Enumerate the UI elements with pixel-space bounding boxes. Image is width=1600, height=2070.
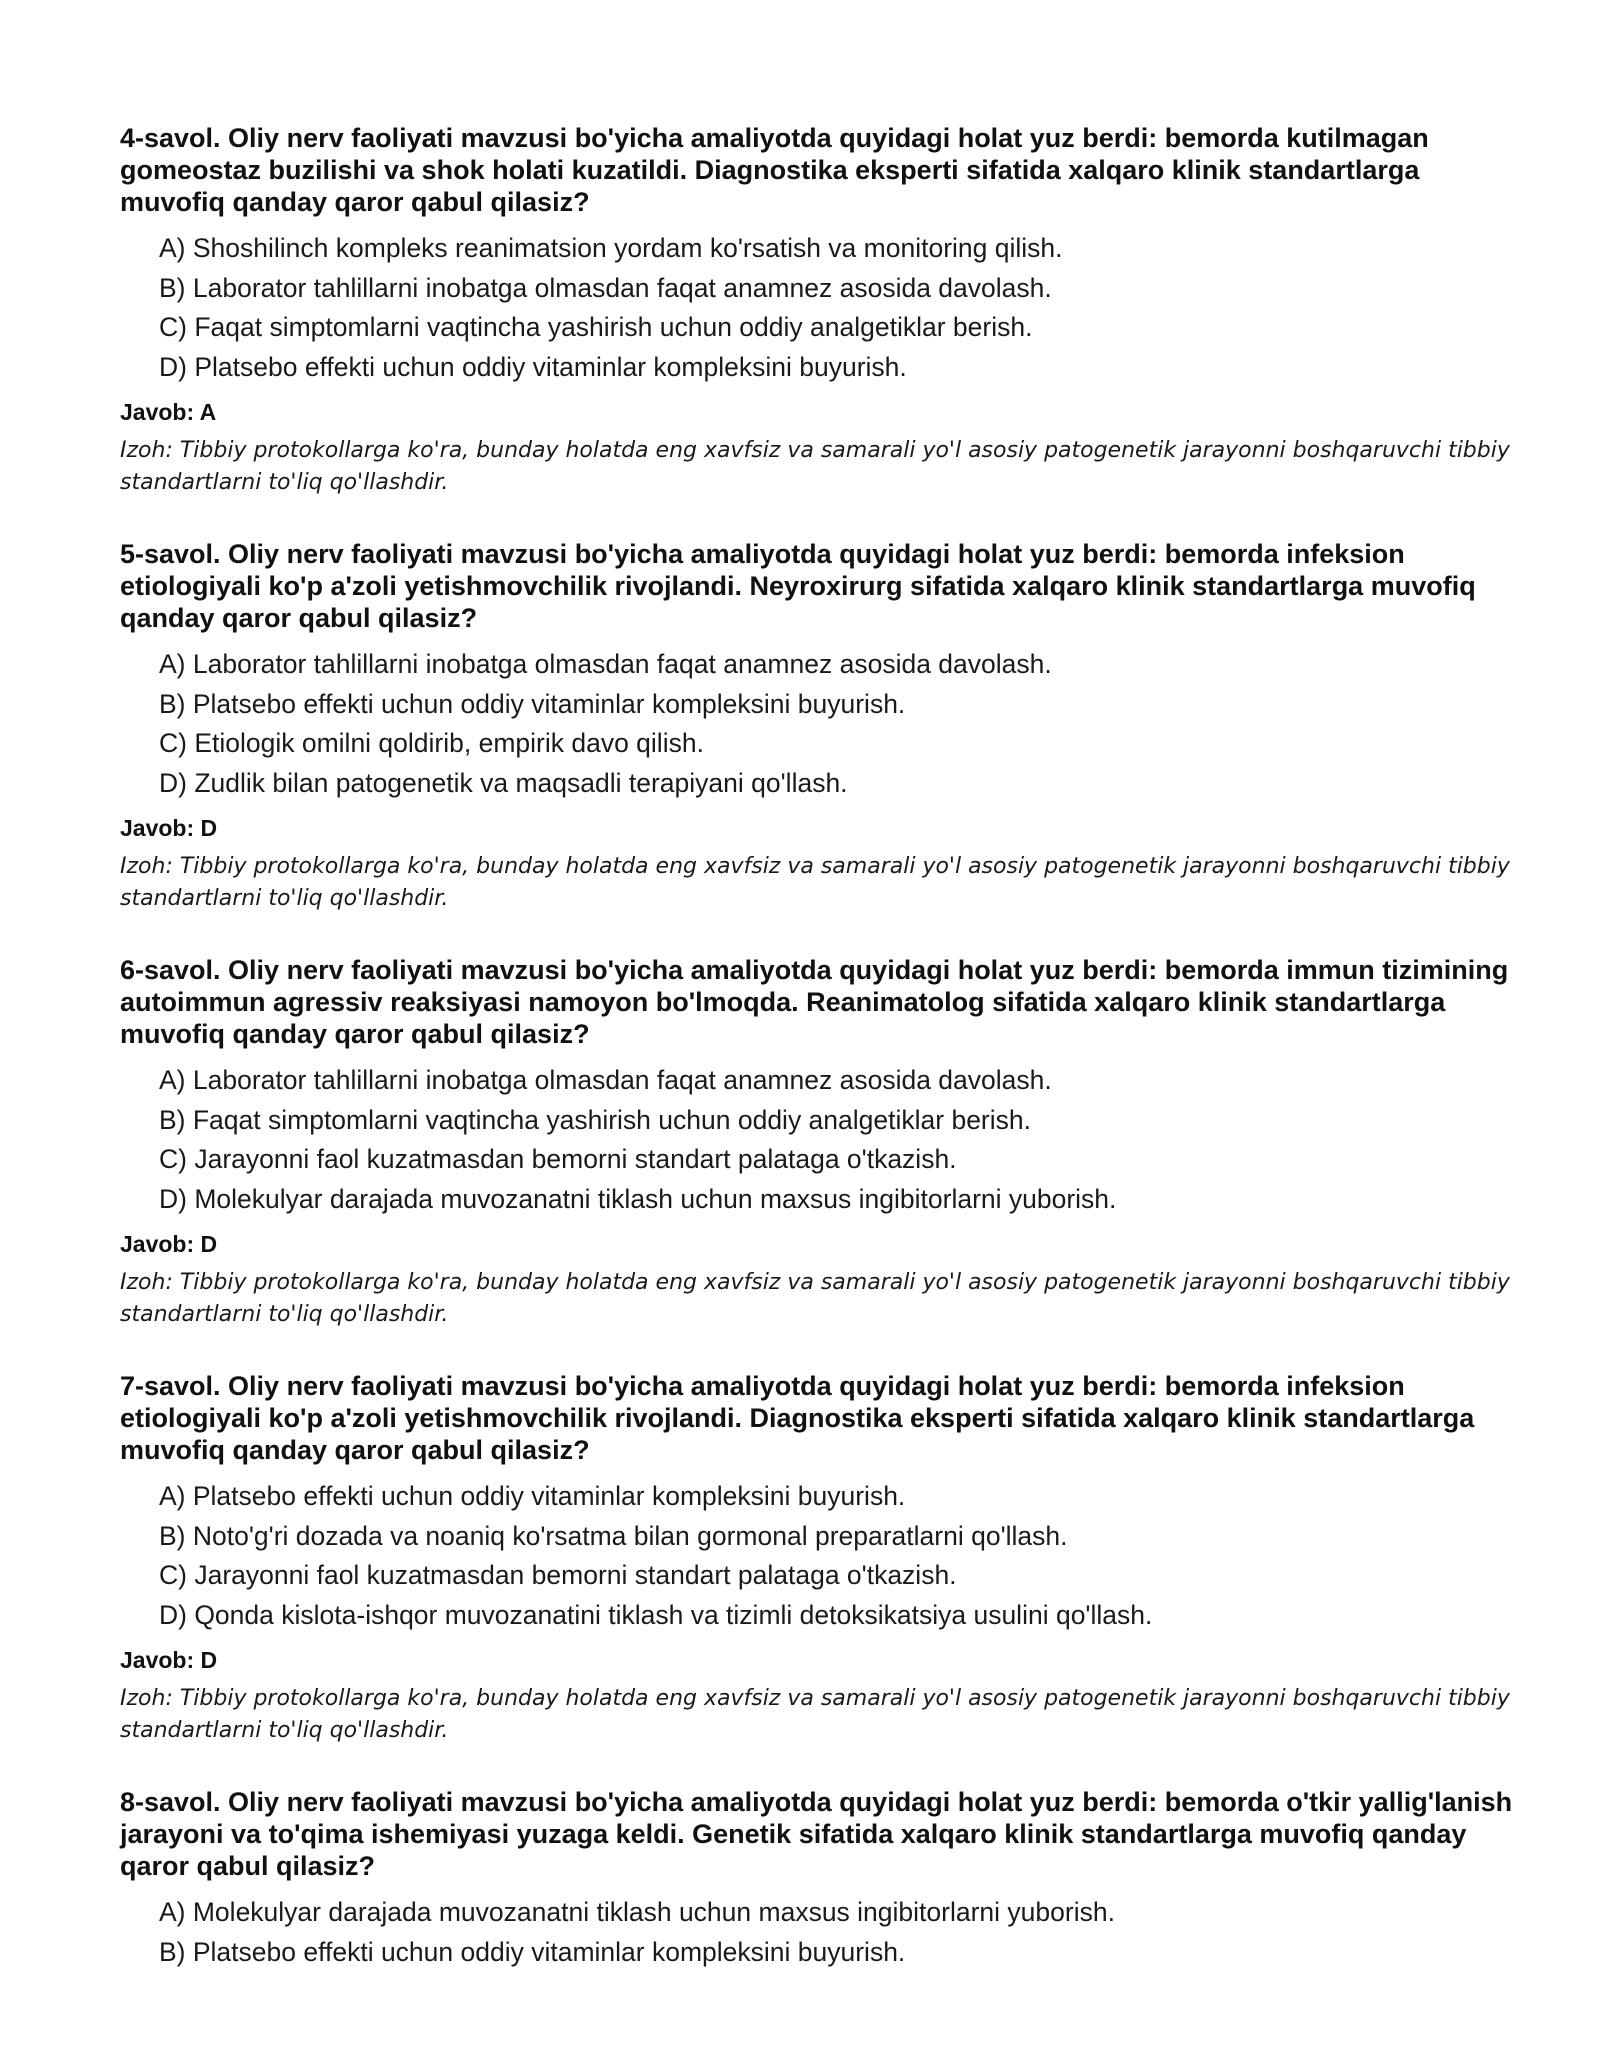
option-list [120, 1061, 1520, 1219]
explanation-note: Izoh: Tibbiy protokollarga ko'ra, bunday holatda eng xavfsiz va samarali yo'l asosiy patogenetik jarayonni boshqaruvchi tibbiy standartlarni to'liq qo'llashdir. [120, 1270, 1510, 1327]
question-title: 7-savol. Oliy nerv faoliyati mavzusi bo'yicha amaliyotda quyidagi holat yuz berdi: bemorda infeksion etiologiyali ko'p a'zoli yetishmovchilik rivojlandi. Diagnostika eksperti sifatida xalqaro klinik standartlarga muvofiq qanday qaror qabul qilasiz? [120, 1371, 1475, 1465]
question-block-6 [120, 954, 1520, 1330]
option-c: C) Etiologik omilni qoldirib, empirik davo qilish. [159, 728, 704, 758]
option-c: C) Faqat simptomlarni vaqtincha yashirish uchun oddiy analgetiklar berish. [159, 312, 1033, 342]
option-d: D) Molekulyar darajada muvozanatni tiklash uchun maxsus ingibitorlarni yuborish. [159, 1183, 1117, 1214]
explanation-note: Izoh: Tibbiy protokollarga ko'ra, bunday holatda eng xavfsiz va samarali yo'l asosiy patogenetik jarayonni boshqaruvchi tibbiy standartlarni to'liq qo'llashdir. [120, 854, 1510, 911]
question-block-4 [120, 122, 1520, 498]
explanation-note: Izoh: Tibbiy protokollarga ko'ra, bunday holatda eng xavfsiz va samarali yo'l asosiy patogenetik jarayonni boshqaruvchi tibbiy standartlarni to'liq qo'llashdir. [120, 438, 1510, 495]
option-a: A) Platsebo effekti uchun oddiy vitaminlar kompleksini buyurish. [159, 1481, 906, 1511]
question-title: 8-savol. Oliy nerv faoliyati mavzusi bo'yicha amaliyotda quyidagi holat yuz berdi: bemorda o'tkir yallig'lanish jarayoni va to'qima ishemiyasi yuzaga keldi. Genetik sifatida xalqaro klinik standartlarga muvofiq qanday qaror qabul qilasiz? [120, 1787, 1513, 1881]
explanation-note: Izoh: Tibbiy protokollarga ko'ra, bunday holatda eng xavfsiz va samarali yo'l asosiy patogenetik jarayonni boshqaruvchi tibbiy standartlarni to'liq qo'llashdir. [120, 1686, 1510, 1743]
option-list [120, 1477, 1520, 1635]
option-b: B) Platsebo effekti uchun oddiy vitaminlar kompleksini buyurish. [159, 1936, 906, 1967]
option-c: C) Jarayonni faol kuzatmasdan bemorni standart palataga o'tkazish. [159, 1560, 957, 1590]
question-block-7 [120, 1370, 1520, 1746]
option-b: B) Platsebo effekti uchun oddiy vitaminlar kompleksini buyurish. [159, 688, 906, 719]
question-block-8 [120, 1786, 1520, 1972]
option-d: D) Qonda kislota-ishqor muvozanatini tiklash va tizimli detoksikatsiya usulini qo'llash. [159, 1599, 1153, 1630]
answer-label: Javob: D [120, 815, 218, 841]
option-list [120, 229, 1520, 387]
option-a: A) Laborator tahlillarni inobatga olmasdan faqat anamnez asosida davolash. [159, 649, 1052, 679]
question-title: 5-savol. Oliy nerv faoliyati mavzusi bo'yicha amaliyotda quyidagi holat yuz berdi: bemorda infeksion etiologiyali ko'p a'zoli yetishmovchilik rivojlandi. Neyroxirurg sifatida xalqaro klinik standartlarga muvofiq qanday qaror qabul qilasiz? [120, 539, 1476, 633]
answer-label: Javob: D [120, 1647, 218, 1673]
option-list [120, 1893, 1520, 1972]
option-b: B) Noto'g'ri dozada va noaniq ko'rsatma bilan gormonal preparatlarni qo'llash. [159, 1520, 1068, 1551]
option-list [120, 645, 1520, 803]
option-d: D) Platsebo effekti uchun oddiy vitaminlar kompleksini buyurish. [159, 351, 907, 382]
option-b: B) Laborator tahlillarni inobatga olmasdan faqat anamnez asosida davolash. [159, 272, 1052, 303]
option-a: A) Laborator tahlillarni inobatga olmasdan faqat anamnez asosida davolash. [159, 1065, 1052, 1095]
option-d: D) Zudlik bilan patogenetik va maqsadli terapiyani qo'llash. [159, 767, 848, 798]
question-block-5 [120, 538, 1520, 914]
answer-label: Javob: D [120, 1231, 218, 1257]
option-b: B) Faqat simptomlarni vaqtincha yashirish uchun oddiy analgetiklar berish. [159, 1104, 1031, 1135]
option-c: C) Jarayonni faol kuzatmasdan bemorni standart palataga o'tkazish. [159, 1144, 957, 1174]
question-list [120, 122, 1520, 2012]
option-a: A) Shoshilinch kompleks reanimatsion yordam ko'rsatish va monitoring qilish. [159, 233, 1063, 263]
question-title: 4-savol. Oliy nerv faoliyati mavzusi bo'yicha amaliyotda quyidagi holat yuz berdi: bemorda kutilmagan gomeostaz buzilishi va shok holati kuzatildi. Diagnostika eksperti sifatida xalqaro klinik standartlarga muvofiq qanday qaror qabul qilasiz? [120, 123, 1429, 217]
question-title: 6-savol. Oliy nerv faoliyati mavzusi bo'yicha amaliyotda quyidagi holat yuz berdi: bemorda immun tizimining autoimmun agressiv reaksiyasi namoyon bo'lmoqda. Reanimatolog sifatida xalqaro klinik standartlarga muvofiq qanday qaror qabul qilasiz? [120, 955, 1509, 1049]
option-a: A) Molekulyar darajada muvozanatni tiklash uchun maxsus ingibitorlarni yuborish. [159, 1897, 1115, 1927]
answer-label: Javob: A [120, 399, 217, 425]
